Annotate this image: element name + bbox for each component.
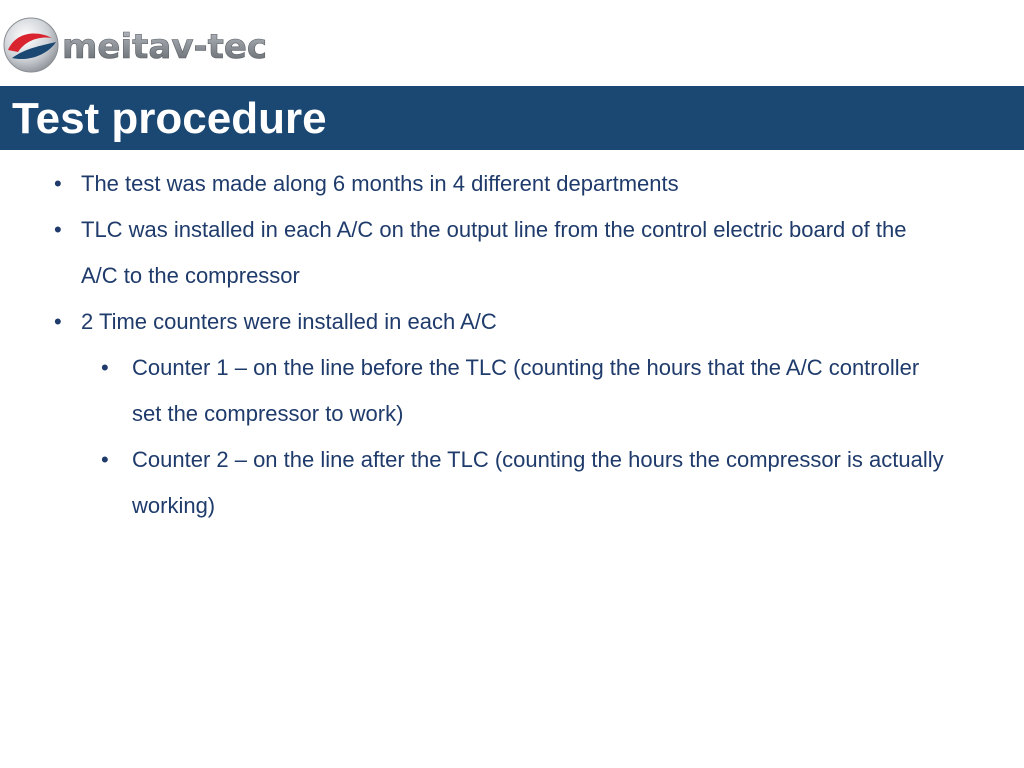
bullet-icon: • (101, 355, 109, 380)
logo-wordmark: meitav-tec (62, 27, 268, 67)
bullet-list (0, 161, 1024, 529)
list-item (54, 299, 921, 345)
bullet-text: 2 Time counters were installed in each A/C (81, 309, 497, 334)
list-item (54, 161, 921, 207)
list-item (54, 207, 921, 299)
sub-list-item (101, 437, 952, 529)
bullet-text: The test was made along 6 months in 4 different departments (81, 171, 679, 196)
title-bar (0, 86, 1024, 150)
bullet-icon: • (54, 217, 62, 242)
bullet-icon: • (54, 171, 62, 196)
bullet-icon: • (101, 447, 109, 472)
sub-list-item (101, 345, 952, 437)
bullet-text: Counter 2 – on the line after the TLC (counting the hours the compressor is actually working) (132, 447, 944, 518)
bullet-text: TLC was installed in each A/C on the output line from the control electric board of the A/C to the compressor (81, 217, 907, 288)
bullet-text: Counter 1 – on the line before the TLC (counting the hours that the A/C controller set the compressor to work) (132, 355, 920, 426)
meitav-tec-logo-icon (0, 12, 300, 78)
bullet-icon: • (54, 309, 62, 334)
company-logo (0, 12, 300, 78)
slide-title: Test procedure (12, 94, 327, 143)
